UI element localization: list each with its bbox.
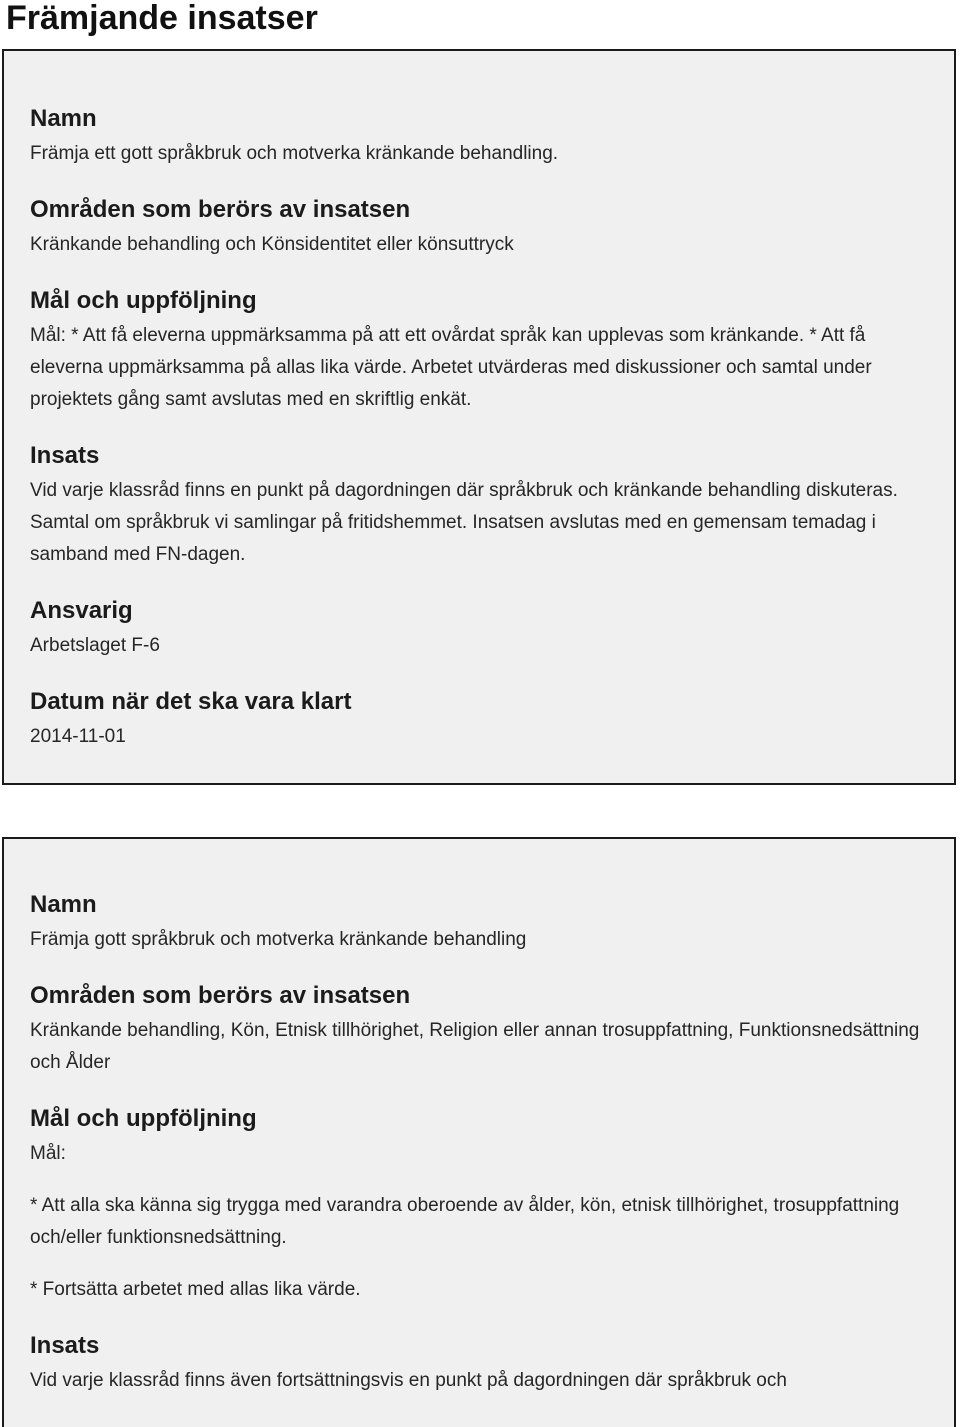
mal-paragraph: * Att alla ska känna sig trygga med varandra oberoende av ålder, kön, etnisk tillhörighet, trosuppfattning och/eller funktionsnedsättning. <box>30 1195 900 1248</box>
page-title: Främjande insatser <box>6 0 318 37</box>
datum-label: Datum när det ska vara klart <box>30 688 352 715</box>
insats-field <box>30 1330 928 1397</box>
namn-label: Namn <box>30 105 97 132</box>
insats-label: Insats <box>30 442 100 469</box>
namn-field <box>30 103 928 170</box>
mal-label: Mål och uppföljning <box>30 287 257 314</box>
omraden-field <box>30 194 928 261</box>
omraden-label: Områden som berörs av insatsen <box>30 982 411 1009</box>
datum-field <box>30 686 928 753</box>
insats-value: Vid varje klassråd finns även fortsättningsvis en punkt på dagordningen där språkbruk och <box>30 1370 787 1391</box>
insats-label: Insats <box>30 1332 100 1359</box>
mal-paragraph: * Fortsätta arbetet med allas lika värde. <box>30 1279 361 1300</box>
insats-value: Vid varje klassråd finns en punkt på dagordningen där språkbruk och kränkande behandling diskuteras. Samtal om språkbruk vi samlingar på fritidshemmet. Insatsen avslutas med en gemensam temadag i samband med FN-dagen. <box>30 480 898 565</box>
omraden-value: Kränkande behandling och Könsidentitet eller könsuttryck <box>30 234 514 255</box>
insats-field <box>30 440 928 571</box>
mal-field <box>30 285 928 416</box>
mal-label: Mål och uppföljning <box>30 1105 257 1132</box>
namn-label: Namn <box>30 891 97 918</box>
omraden-field <box>30 980 928 1079</box>
ansvarig-field <box>30 595 928 662</box>
ansvarig-label: Ansvarig <box>30 597 133 624</box>
mal-paragraph: Mål: <box>30 1143 66 1164</box>
namn-value: Främja ett gott språkbruk och motverka kränkande behandling. <box>30 143 559 164</box>
omraden-value: Kränkande behandling, Kön, Etnisk tillhörighet, Religion eller annan trosuppfattning, Funktionsnedsättning och Ålder <box>30 1020 920 1073</box>
mal-field <box>30 1103 928 1306</box>
ansvarig-value: Arbetslaget F-6 <box>30 635 160 656</box>
datum-value: 2014-11-01 <box>30 726 126 747</box>
insats-card-2 <box>2 837 956 1427</box>
mal-value: Mål: * Att få eleverna uppmärksamma på att ett ovårdat språk kan upplevas som kränkande. * Att få eleverna uppmärksamma på allas lika värde. Arbetet utvärderas med diskussioner och samtal under projektets gång samt avslutas med en skriftlig enkät. <box>30 325 872 410</box>
namn-field <box>30 889 928 956</box>
namn-value: Främja gott språkbruk och motverka kränkande behandling <box>30 929 527 950</box>
insats-card-1 <box>2 49 956 785</box>
omraden-label: Områden som berörs av insatsen <box>30 196 411 223</box>
